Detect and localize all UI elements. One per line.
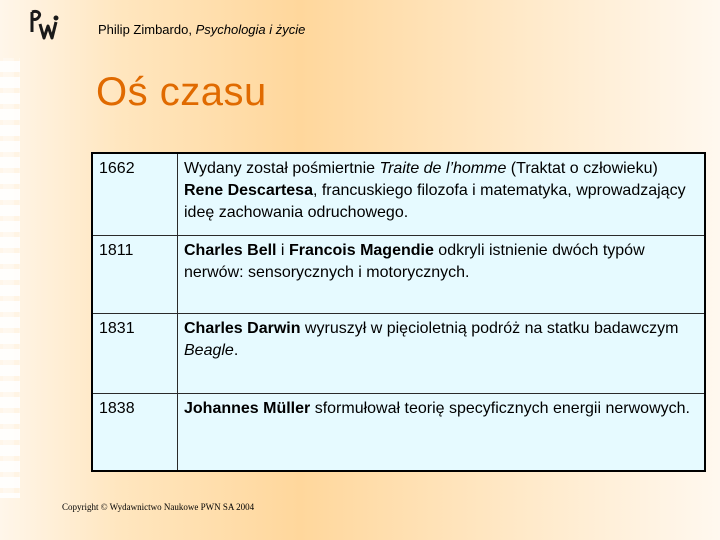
description-segment: Francois Magendie	[288, 241, 434, 259]
timeline-year: 1831	[92, 313, 178, 393]
description-segment: Johannes Müller	[184, 399, 311, 417]
description-segment: Beagle	[184, 341, 234, 359]
description-segment: Traite de l’homme	[379, 160, 507, 177]
description-segment: odkryli istnienie dwóch typów nerwów: sensorycznych i motorycznych.	[184, 241, 645, 281]
timeline-description	[178, 153, 706, 235]
description-segment: wyruszył w pięcioletnią podróż na statku badawczym	[300, 319, 679, 337]
timeline-row	[92, 313, 705, 393]
timeline-year: 1662	[92, 153, 178, 235]
timeline-row	[92, 235, 705, 313]
timeline-row	[92, 153, 705, 235]
description-segment: (Traktat o człowieku)	[506, 160, 658, 177]
timeline-description	[178, 313, 706, 393]
description-segment: Charles Bell	[184, 241, 277, 259]
pwn-logo-icon	[26, 8, 62, 44]
page-title: Oś czasu	[96, 70, 267, 114]
book-header	[98, 22, 305, 37]
description-segment: i	[276, 241, 289, 259]
timeline-year: 1811	[92, 235, 178, 313]
description-segment: Charles Darwin	[184, 319, 301, 337]
description-segment: , francuskiego filozofa i matematyka, wprowadzający ideę zachowania odruchowego.	[184, 182, 686, 221]
book-title: Psychologia i życie	[195, 22, 306, 37]
timeline-year: 1838	[92, 393, 178, 471]
description-segment: Rene Descartesa	[184, 182, 313, 199]
timeline-description	[178, 393, 706, 471]
timeline-description	[178, 235, 706, 313]
copyright: Copyright © Wydawnictwo Naukowe PWN SA 2004	[62, 502, 255, 512]
timeline-table	[91, 152, 706, 472]
author: Philip Zimbardo,	[98, 22, 192, 37]
description-segment: .	[233, 341, 239, 359]
description-segment: sformułował teorię specyficznych energii nerwowych.	[310, 399, 690, 417]
timeline-row	[92, 393, 705, 471]
description-segment: Wydany został pośmiertnie	[184, 160, 380, 177]
decorative-strip-overlay	[0, 58, 20, 498]
